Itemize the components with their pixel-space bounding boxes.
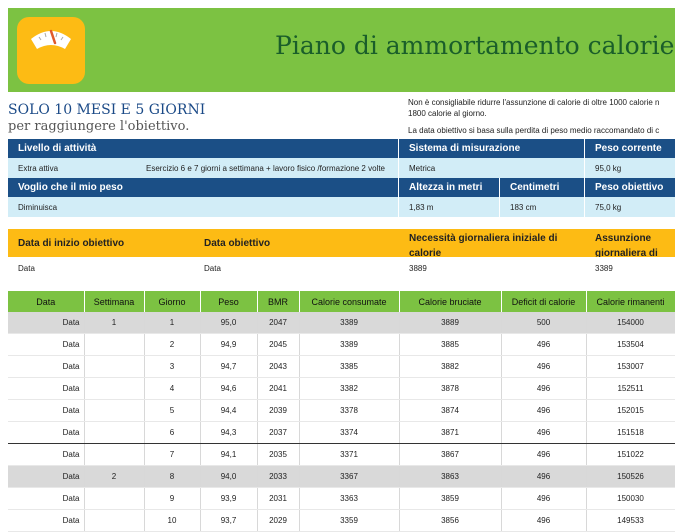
table-row[interactable] — [8, 466, 675, 488]
current-weight-header: Peso corrente — [585, 139, 675, 158]
table-cell[interactable]: 2039 — [257, 400, 299, 422]
table-cell[interactable]: 3367 — [299, 466, 399, 488]
table-cell[interactable]: Data — [8, 510, 84, 532]
table-row[interactable] — [8, 334, 675, 356]
table-cell[interactable]: 2029 — [257, 510, 299, 532]
table-row[interactable] — [8, 356, 675, 378]
measurement-system-value[interactable]: Metrica — [399, 158, 584, 178]
daily-need-value: 3889 — [399, 258, 585, 279]
table-cell[interactable]: 3374 — [299, 422, 399, 444]
table-cell[interactable]: Data — [8, 488, 84, 510]
table-cell[interactable]: Data — [8, 334, 84, 356]
note-line-1b: 1800 calorie al giorno. — [408, 109, 487, 118]
table-cell[interactable]: 3389 — [299, 312, 399, 334]
target-weight-header: Peso obiettivo — [585, 178, 675, 197]
daily-intake-header: Assunzione giornaliera di — [585, 229, 675, 257]
measurement-system-header: Sistema di misurazione — [399, 139, 584, 158]
table-cell[interactable]: 94,7 — [200, 356, 257, 378]
table-cell[interactable]: 3867 — [399, 444, 501, 466]
column-header[interactable]: Settimana — [84, 291, 144, 312]
table-cell[interactable]: 94,0 — [200, 466, 257, 488]
table-cell[interactable]: 149533 — [586, 510, 675, 532]
table-cell[interactable]: 94,3 — [200, 422, 257, 444]
table-cell[interactable]: 151022 — [586, 444, 675, 466]
table-row[interactable] — [8, 488, 675, 510]
table-row[interactable] — [8, 510, 675, 532]
table-cell[interactable]: 1 — [144, 312, 200, 334]
table-cell[interactable]: 94,4 — [200, 400, 257, 422]
table-cell[interactable]: Data — [8, 400, 84, 422]
height-header: Altezza in metri — [399, 178, 499, 197]
table-row[interactable] — [8, 400, 675, 422]
start-date-value[interactable]: Data — [8, 258, 194, 279]
table-cell[interactable] — [84, 510, 144, 532]
table-cell[interactable]: 3378 — [299, 400, 399, 422]
table-cell[interactable]: 153504 — [586, 334, 675, 356]
table-cell[interactable]: 496 — [501, 444, 586, 466]
goal-subtitle: per raggiungere l'obiettivo. — [8, 119, 190, 134]
table-row[interactable] — [8, 422, 675, 444]
table-cell[interactable]: 3878 — [399, 378, 501, 400]
table-cell[interactable]: 496 — [501, 510, 586, 532]
table-cell[interactable]: 93,7 — [200, 510, 257, 532]
table-cell[interactable]: 3889 — [399, 312, 501, 334]
table-cell[interactable]: 94,6 — [200, 378, 257, 400]
logo — [17, 17, 85, 84]
table-cell[interactable]: 3 — [144, 356, 200, 378]
start-date-header: Data di inizio obiettivo — [8, 229, 194, 257]
table-cell[interactable]: 1 — [84, 312, 144, 334]
activity-description: Esercizio 6 e 7 giorni a settimana + lavoro fisico /formazione 2 volte — [136, 158, 398, 178]
table-cell[interactable]: 150526 — [586, 466, 675, 488]
table-cell[interactable] — [84, 334, 144, 356]
table-cell[interactable] — [84, 422, 144, 444]
table-body — [8, 312, 675, 532]
column-header[interactable]: BMR — [257, 291, 299, 312]
table-cell[interactable]: 3385 — [299, 356, 399, 378]
table-cell[interactable]: 93,9 — [200, 488, 257, 510]
column-header[interactable]: Deficit di calorie — [501, 291, 586, 312]
table-cell[interactable]: 3389 — [299, 334, 399, 356]
note-line-2: La data obiettivo si basa sulla perdita di peso medio raccomandato di c — [408, 126, 660, 135]
target-date-header: Data obiettivo — [194, 229, 399, 257]
table-cell[interactable]: 3856 — [399, 510, 501, 532]
table-cell[interactable]: 2041 — [257, 378, 299, 400]
table-cell[interactable]: Data — [8, 422, 84, 444]
column-header[interactable]: Peso — [200, 291, 257, 312]
centimeters-header: Centimetri — [500, 178, 584, 197]
table-cell[interactable]: 2045 — [257, 334, 299, 356]
table-cell[interactable]: Data — [8, 444, 84, 466]
table-cell[interactable]: 152015 — [586, 400, 675, 422]
column-header[interactable]: Calorie rimanenti — [586, 291, 675, 312]
centimeters-value: 183 cm — [500, 197, 584, 217]
table-cell[interactable]: 154000 — [586, 312, 675, 334]
goal-duration: SOLO 10 MESI E 5 GIORNI — [8, 102, 206, 118]
table-header-row — [8, 291, 675, 312]
table-cell[interactable]: 152511 — [586, 378, 675, 400]
table-cell[interactable]: Data — [8, 356, 84, 378]
table-cell[interactable]: 151518 — [586, 422, 675, 444]
height-value[interactable]: 1,83 m — [399, 197, 499, 217]
table-cell[interactable]: 153007 — [586, 356, 675, 378]
table-cell[interactable]: 500 — [501, 312, 586, 334]
table-cell[interactable]: 95,0 — [200, 312, 257, 334]
table-cell[interactable]: 94,9 — [200, 334, 257, 356]
table-cell[interactable]: 3859 — [399, 488, 501, 510]
current-weight-value[interactable]: 95,0 kg — [585, 158, 675, 178]
table-cell[interactable]: 5 — [144, 400, 200, 422]
column-header[interactable]: Calorie consumate — [299, 291, 399, 312]
table-row[interactable] — [8, 312, 675, 334]
table-cell[interactable] — [84, 444, 144, 466]
page-title: Piano di ammortamento calorie — [275, 31, 675, 60]
note-line-1a: Non è consigliabile ridurre l'assunzione di calorie di oltre 1000 calorie n — [408, 98, 660, 107]
table-cell[interactable] — [84, 400, 144, 422]
daily-need-header: Necessità giornaliera iniziale di calorie — [399, 229, 585, 257]
table-cell[interactable]: 2 — [144, 334, 200, 356]
table-row[interactable] — [8, 378, 675, 400]
table-cell[interactable]: 496 — [501, 466, 586, 488]
table-cell[interactable] — [84, 356, 144, 378]
column-header[interactable]: Giorno — [144, 291, 200, 312]
table-cell[interactable]: 6 — [144, 422, 200, 444]
table-cell[interactable]: 3359 — [299, 510, 399, 532]
table-cell[interactable]: 3382 — [299, 378, 399, 400]
table-cell[interactable]: 2047 — [257, 312, 299, 334]
table-cell[interactable]: 8 — [144, 466, 200, 488]
table-cell[interactable]: 9 — [144, 488, 200, 510]
activity-level-value[interactable]: Extra attiva — [8, 158, 136, 178]
column-header[interactable]: Data — [8, 291, 84, 312]
table-cell[interactable]: Data — [8, 312, 84, 334]
target-weight-value[interactable]: 75,0 kg — [585, 197, 675, 217]
table-cell[interactable]: 496 — [501, 334, 586, 356]
table-cell[interactable]: 4 — [144, 378, 200, 400]
table-cell[interactable]: 496 — [501, 378, 586, 400]
table-cell[interactable]: 3363 — [299, 488, 399, 510]
table-cell[interactable]: 496 — [501, 422, 586, 444]
table-cell[interactable]: 496 — [501, 356, 586, 378]
goal-header: Voglio che il mio peso — [8, 178, 398, 197]
goal-value[interactable]: Diminuisca — [8, 197, 398, 217]
table-cell[interactable]: 2043 — [257, 356, 299, 378]
table-cell[interactable]: 2 — [84, 466, 144, 488]
table-cell[interactable]: 3371 — [299, 444, 399, 466]
table-cell[interactable]: 2037 — [257, 422, 299, 444]
table-cell[interactable]: 3874 — [399, 400, 501, 422]
table-row[interactable] — [8, 444, 675, 466]
table-cell[interactable]: 3863 — [399, 466, 501, 488]
table-cell[interactable]: 3871 — [399, 422, 501, 444]
scale-icon — [17, 17, 85, 84]
table-cell[interactable]: 10 — [144, 510, 200, 532]
table-cell[interactable]: 2033 — [257, 466, 299, 488]
table-cell[interactable]: 2035 — [257, 444, 299, 466]
target-date-value: Data — [194, 258, 399, 279]
table-cell[interactable]: 150030 — [586, 488, 675, 510]
table-cell[interactable] — [84, 378, 144, 400]
notes — [408, 97, 675, 142]
table-cell[interactable]: 94,1 — [200, 444, 257, 466]
schedule-table — [8, 291, 675, 532]
table-cell[interactable]: Data — [8, 378, 84, 400]
table-cell[interactable]: 2031 — [257, 488, 299, 510]
activity-level-header: Livello di attività — [8, 139, 398, 158]
daily-intake-value: 3389 — [585, 258, 675, 279]
table-cell[interactable]: 3885 — [399, 334, 501, 356]
table-cell[interactable]: 496 — [501, 400, 586, 422]
table-cell[interactable]: 496 — [501, 488, 586, 510]
table-cell[interactable] — [84, 488, 144, 510]
table-cell[interactable]: 3882 — [399, 356, 501, 378]
table-cell[interactable]: 7 — [144, 444, 200, 466]
table-cell[interactable]: Data — [8, 466, 84, 488]
column-header[interactable]: Calorie bruciate — [399, 291, 501, 312]
